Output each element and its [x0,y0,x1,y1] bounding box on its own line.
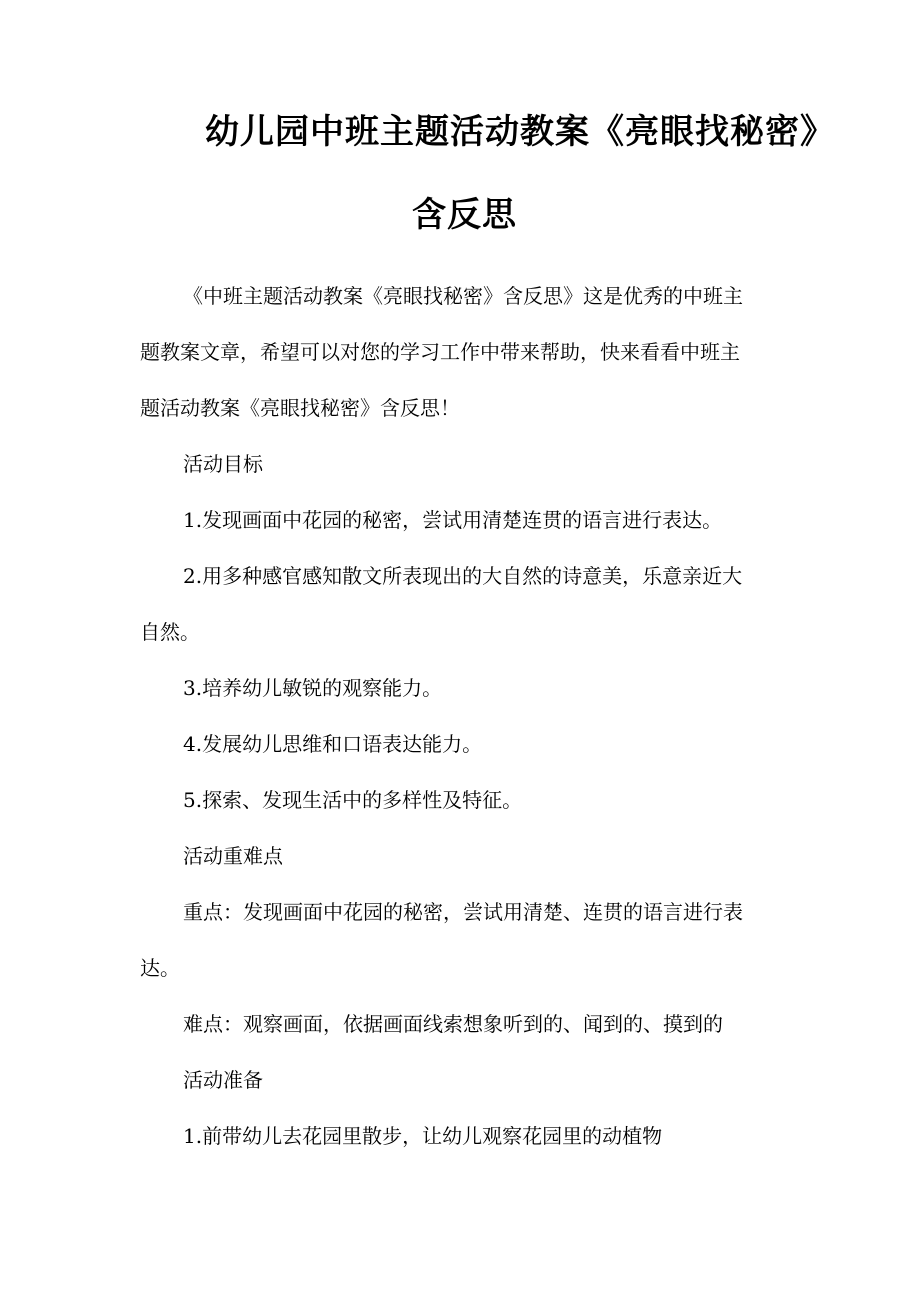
section-heading-key-points: 活动重难点 [183,844,283,868]
goal-item-1: 1.发现画面中花园的秘密，尝试用清楚连贯的语言进行表达。 [183,508,723,532]
goal-item-4: 4.发展幼儿思维和口语表达能力。 [183,732,483,756]
key-point-focus: 重点：发现画面中花园的秘密，尝试用清楚、连贯的语言进行表 [183,900,743,924]
section-heading-goals: 活动目标 [183,452,263,476]
goal-item-2: 2.用多种感官感知散文所表现出的大自然的诗意美，乐意亲近大 [183,564,743,588]
section-heading-preparation: 活动准备 [183,1068,263,1092]
key-point-focus-continued: 达。 [140,956,180,980]
document-title-line-1: 幼儿园中班主题活动教案《亮眼找秘密》 [205,112,835,152]
key-point-difficulty: 难点：观察画面，依据画面线索想象听到的、闻到的、摸到的 [183,1012,723,1036]
intro-paragraph-line-2: 题教案文章，希望可以对您的学习工作中带来帮助，快来看看中班主 [140,340,740,364]
goal-item-3: 3.培养幼儿敏锐的观察能力。 [183,676,443,700]
goal-item-5: 5.探索、发现生活中的多样性及特征。 [183,788,523,812]
intro-paragraph-line-3: 题活动教案《亮眼找秘密》含反思！ [140,396,460,420]
intro-paragraph-line-1: 《中班主题活动教案《亮眼找秘密》含反思》这是优秀的中班主 [183,284,743,308]
goal-item-2-continued: 自然。 [140,620,200,644]
prep-item-1: 1.前带幼儿去花园里散步，让幼儿观察花园里的动植物 [183,1124,663,1148]
document-title-line-2: 含反思 [412,195,517,235]
